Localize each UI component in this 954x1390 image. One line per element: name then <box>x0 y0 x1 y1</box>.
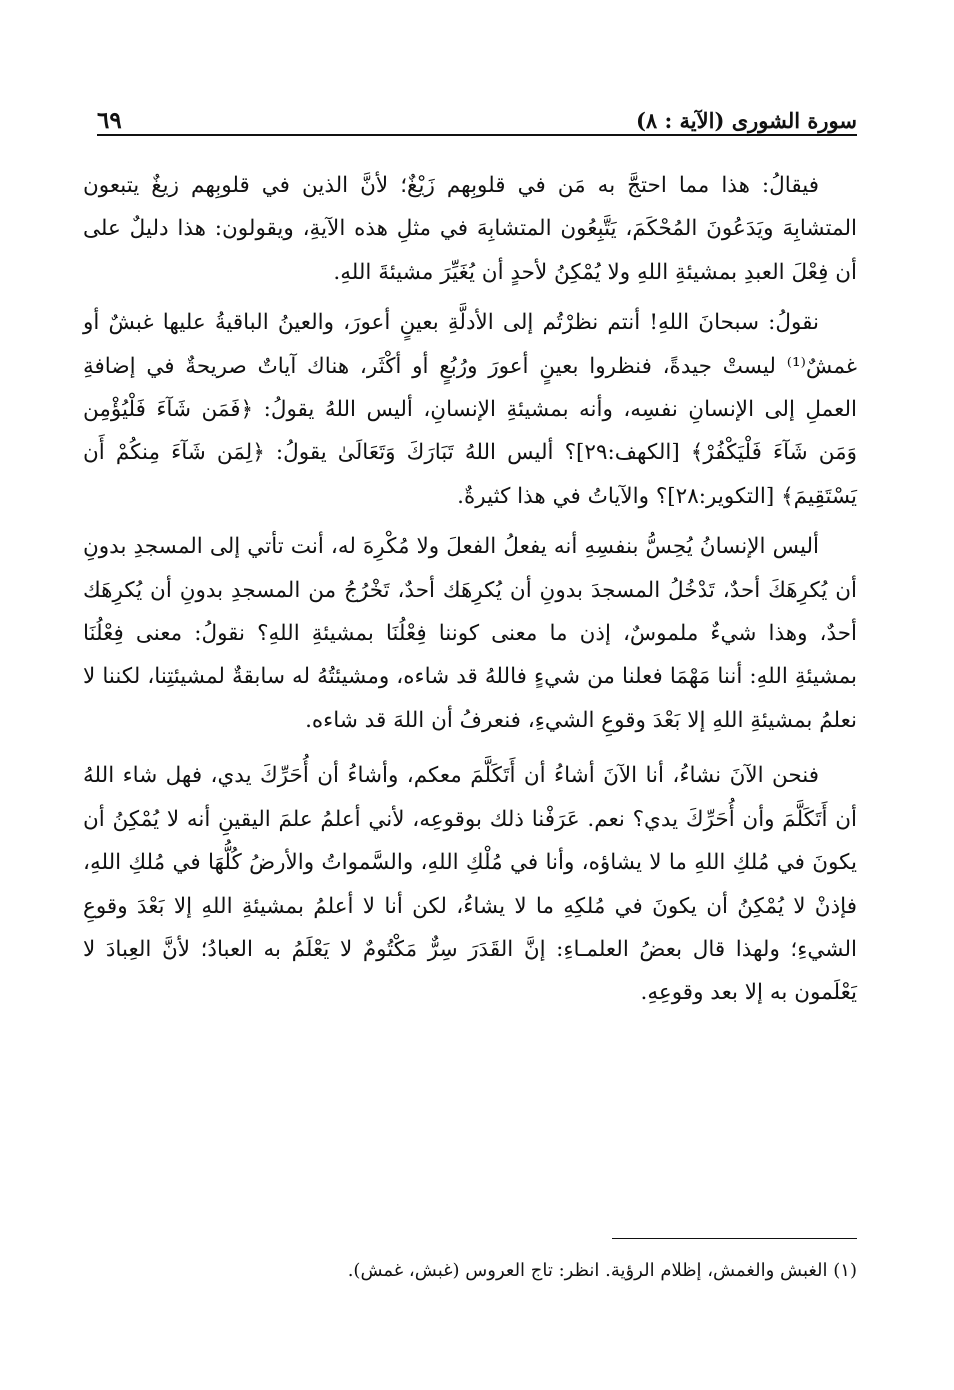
footnote-rule <box>612 1238 857 1239</box>
paragraph-2: نقولُ: سبحانَ اللهِ! أنتم نظرْتُم إلى الأدلَّةِ بعينٍ أعورَ، والعينُ الباقيةُ عليها غبشٌ أو غمشٌ⁽¹⁾ ليستْ جيدةً، فنظروا بعينٍ أعورَ ورُبُعٍ أو أكْثَر، هناك آياتٌ صريحةٌ في إضافةِ العملِ إلى الإنسانِ نفسِه، وأنه بمشيئةِ الإنسانِ، أليس اللهُ يقولُ: ﴿فَمَن شَآءَ فَلْيُؤْمِن وَمَن شَآءَ فَلْيَكْفُرْ﴾ [الكهف:٢٩]؟ أليس اللهُ تَبَارَكَ وَتَعَالَىٰ يقولُ: ﴿لِمَن شَآءَ مِنكُمْ أَن يَسْتَقِيمَ﴾ [التكوير:٢٨]؟ والآياتُ في هذا كثيرةٌ. <box>83 310 858 509</box>
paragraph-4: فنحن الآنَ نشاءُ، أنا الآنَ أشاءُ أن أَتَكَلَّمَ معكم، وأشاءُ أن أُحَرِّكَ يدي، فهل شاء اللهُ أن أَتَكَلَّمَ وأن أُحَرِّكَ يدي؟ نعم. عَرَفْنا ذلك بوقوعِه، لأني أعلمُ علمَ اليقينِ أنه لا يُمْكِنُ أن يكونَ في مُلكِ اللهِ ما لا يشاؤه، وأنا في مُلْكِ اللهِ، والسَّمواتُ والأرضُ كُلُّهَا في مُلكِ اللهِ، فإذنْ لا يُمْكِنُ أن يكونَ في مُلكِهِ ما لا يشاءُ، لكن أنا لا أعلمُ بمشيئةِ اللهِ إلا بَعْدَ وقوعِ الشيءِ؛ ولهذا قال بعضُ العلمـاءِ: إنَّ القَدَرَ سِرٌّ مَكْتُومٌ لا يَعْلَمُ به العبادُ؛ لأنَّ العِبادَ لا يَعْلَمون به إلا بعد وقوعِهِ. <box>83 763 857 1006</box>
running-header <box>97 98 857 136</box>
running-title: سورة الشورى (الآية : ٨) <box>635 108 857 133</box>
header-rule <box>97 134 857 136</box>
body-text <box>83 164 857 1022</box>
page-number: ٦٩ <box>97 107 122 134</box>
paragraph-3: أليس الإنسانُ يُحِسُّ بنفسِهِ أنه يفعلُ الفعلَ ولا مُكْرِهَ له، أنت تأتي إلى المسجدِ بدونِ أن يُكرِهَكَ أحدٌ، تَدْخُلُ المسجدَ بدونِ أن يُكرِهَك أحدٌ، تَخْرُجُ من المسجدِ بدونِ أن يُكرِهَك أحدٌ، وهذا شيءٌ ملموسٌ، إذن ما معنى كوننا فِعْلُنَا بمشيئةِ اللهِ؟ نقولُ: معنى فِعْلُنَا بمشيئةِ اللهِ: أننا مَهْمَا فعلنا من شيءٍ فاللهُ قد شاءه، ومشيئتُهُ له سابقةٌ لمشيئتِنا، لكننا لا نعلمُ بمشيئةِ اللهِ إلا بَعْدَ وقوعِ الشيءِ، فنعرفُ أن اللهَ قد شاءه. <box>83 534 857 733</box>
footnote: (١) الغبش والغمش، إظلام الرؤية. انظر: تاج العروس (غبش، غمش). <box>347 1260 857 1281</box>
paragraph-1: فيقالُ: هذا مما احتجَّ به مَن في قلوبِهم زَيْغٌ؛ لأنَّ الذين في قلوبِهم زيغٌ يتبعون المتشابِهَ ويَدَعُونَ المُحْكَمَ، يَتَّبِعُون المتشابِهَ في مثلِ هذه الآيةِ، ويقولون: هذا دليلٌ على أن فِعْلَ العبدِ بمشيئةِ اللهِ ولا يُمْكِنُ لأحدٍ أن يُغَيِّرَ مشيئةَ اللهِ. <box>83 173 857 285</box>
